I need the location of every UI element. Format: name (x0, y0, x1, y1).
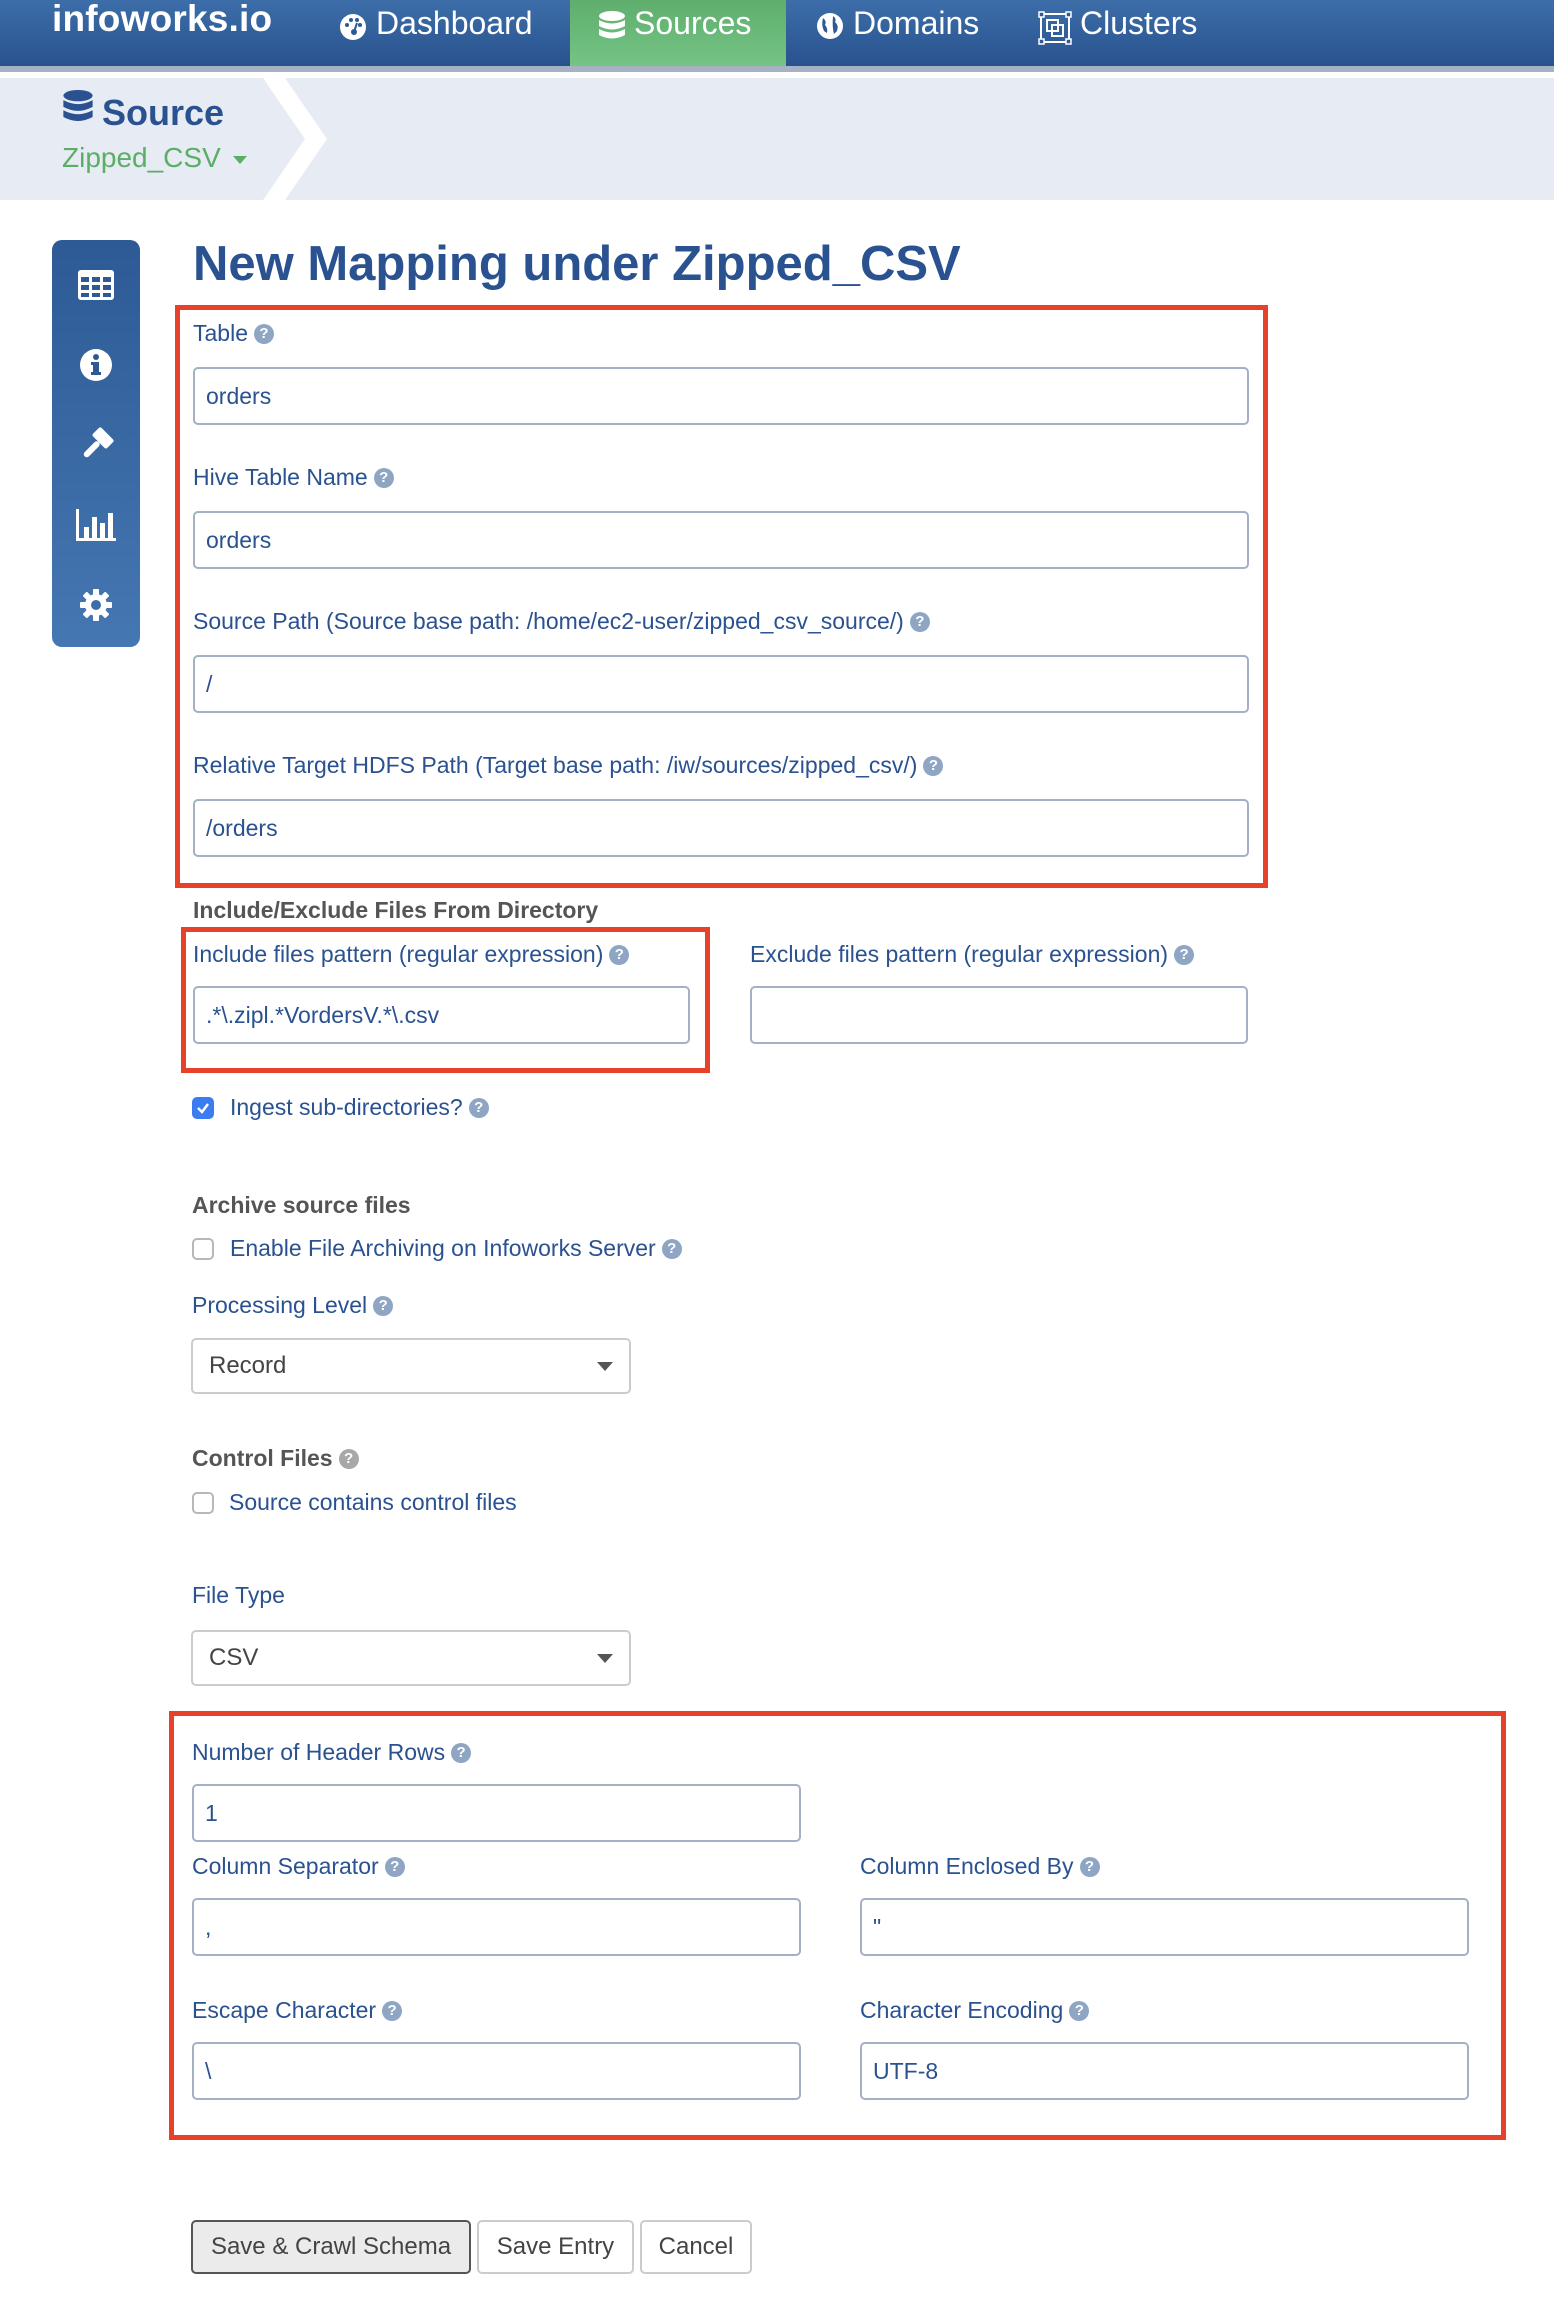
globe-icon (815, 5, 845, 49)
processing-level-label: Processing Level ? (192, 1292, 393, 1319)
source-path-label: Source Path (Source base path: /home/ec2-user/zipped_csv_source/) ? (193, 608, 930, 635)
nav-domains-label: Domains (853, 5, 980, 41)
header-rows-input[interactable]: 1 (192, 1784, 801, 1842)
column-enclosed-by-label: Column Enclosed By ? (860, 1853, 1100, 1880)
database-icon (598, 5, 626, 51)
control-files-checkbox[interactable] (192, 1492, 214, 1514)
header-rows-label: Number of Header Rows ? (192, 1739, 471, 1766)
character-encoding-input[interactable]: UTF-8 (860, 2042, 1469, 2100)
column-separator-input[interactable]: , (192, 1898, 801, 1956)
source-selector[interactable] (62, 142, 247, 174)
escape-character-input[interactable]: \ (192, 2042, 801, 2100)
nav-dashboard-label: Dashboard (376, 5, 533, 41)
help-icon[interactable]: ? (373, 1296, 393, 1316)
clusters-icon (1038, 5, 1072, 53)
include-exclude-heading: Include/Exclude Files From Directory (193, 897, 599, 923)
exclude-pattern-label: Exclude files pattern (regular expression) ? (750, 941, 1194, 968)
ingest-subdirs-checkbox[interactable] (192, 1097, 214, 1119)
side-btn-info[interactable] (52, 340, 140, 390)
character-encoding-label: Character Encoding ? (860, 1997, 1089, 2024)
help-icon[interactable]: ? (382, 2001, 402, 2021)
nav-sources-label: Sources (634, 5, 752, 41)
source-path-input[interactable]: / (193, 655, 1249, 713)
include-pattern-input[interactable]: .*\.zipl.*VordersV.*\.csv (193, 986, 690, 1044)
help-icon[interactable]: ? (339, 1449, 359, 1469)
side-btn-stats[interactable] (52, 500, 140, 550)
help-icon[interactable]: ? (451, 1743, 471, 1763)
save-entry-button[interactable]: Save Entry (477, 2220, 634, 2274)
file-type-label: File Type (192, 1582, 285, 1608)
side-btn-settings[interactable] (52, 580, 140, 630)
help-icon[interactable]: ? (662, 1239, 682, 1259)
breadcrumb-chevron (255, 78, 335, 200)
dashboard-icon (338, 5, 368, 49)
nav-clusters[interactable] (1038, 0, 1197, 66)
bar-chart-icon (74, 507, 118, 543)
breadcrumb-source (62, 90, 224, 135)
target-hdfs-path-label: Relative Target HDFS Path (Target base path: /iw/sources/zipped_csv/) ? (193, 752, 943, 779)
nav-dashboard[interactable] (338, 0, 551, 66)
control-files-label: Source contains control files (229, 1489, 517, 1515)
exclude-pattern-input[interactable] (750, 986, 1248, 1044)
gavel-icon (76, 425, 116, 465)
help-icon[interactable]: ? (469, 1098, 489, 1118)
include-pattern-label: Include files pattern (regular expression) ? (193, 941, 629, 968)
save-crawl-schema-button[interactable]: Save & Crawl Schema (191, 2220, 471, 2274)
table-label: Table ? (193, 320, 274, 347)
chevron-down-icon (597, 1654, 613, 1663)
breadcrumb (0, 78, 1554, 200)
gear-icon (78, 587, 114, 623)
help-icon[interactable]: ? (254, 324, 274, 344)
nav-sources[interactable] (570, 0, 786, 66)
control-files-heading: Control Files ? (192, 1445, 359, 1472)
table-icon (77, 269, 115, 301)
side-btn-table[interactable] (52, 260, 140, 310)
help-icon[interactable]: ? (1080, 1857, 1100, 1877)
help-icon[interactable]: ? (923, 756, 943, 776)
side-btn-gavel[interactable] (52, 420, 140, 470)
help-icon[interactable]: ? (385, 1857, 405, 1877)
top-navbar (0, 0, 1554, 72)
source-name: Zipped_CSV (62, 142, 221, 173)
chevron-down-icon (597, 1362, 613, 1371)
nav-clusters-label: Clusters (1080, 5, 1198, 41)
column-separator-label: Column Separator ? (192, 1853, 405, 1880)
table-input[interactable]: orders (193, 367, 1249, 425)
target-hdfs-path-input[interactable]: /orders (193, 799, 1249, 857)
database-icon (62, 90, 94, 135)
help-icon[interactable]: ? (1174, 945, 1194, 965)
ingest-subdirs-label: Ingest sub-directories? ? (230, 1094, 489, 1121)
enable-archiving-checkbox[interactable] (192, 1238, 214, 1260)
chevron-down-icon (233, 156, 247, 164)
enable-archiving-label: Enable File Archiving on Infoworks Server ? (230, 1235, 682, 1262)
hive-table-name-label: Hive Table Name ? (193, 464, 394, 491)
breadcrumb-title: Source (102, 91, 225, 133)
cancel-button[interactable]: Cancel (640, 2220, 752, 2274)
checkmark-icon (196, 1101, 210, 1115)
side-toolbar (52, 240, 140, 647)
processing-level-select[interactable]: Record (191, 1338, 631, 1394)
help-icon[interactable]: ? (1069, 2001, 1089, 2021)
archive-heading: Archive source files (192, 1192, 411, 1218)
help-icon[interactable]: ? (609, 945, 629, 965)
file-type-select[interactable]: CSV (191, 1630, 631, 1686)
hive-table-name-input[interactable]: orders (193, 511, 1249, 569)
brand-logo[interactable]: infoworks.io (52, 0, 273, 39)
help-icon[interactable]: ? (910, 612, 930, 632)
nav-domains[interactable] (815, 0, 979, 66)
column-enclosed-by-input[interactable]: " (860, 1898, 1469, 1956)
help-icon[interactable]: ? (374, 468, 394, 488)
escape-character-label: Escape Character ? (192, 1997, 402, 2024)
page-title: New Mapping under Zipped_CSV (193, 237, 961, 291)
info-icon (79, 348, 113, 382)
